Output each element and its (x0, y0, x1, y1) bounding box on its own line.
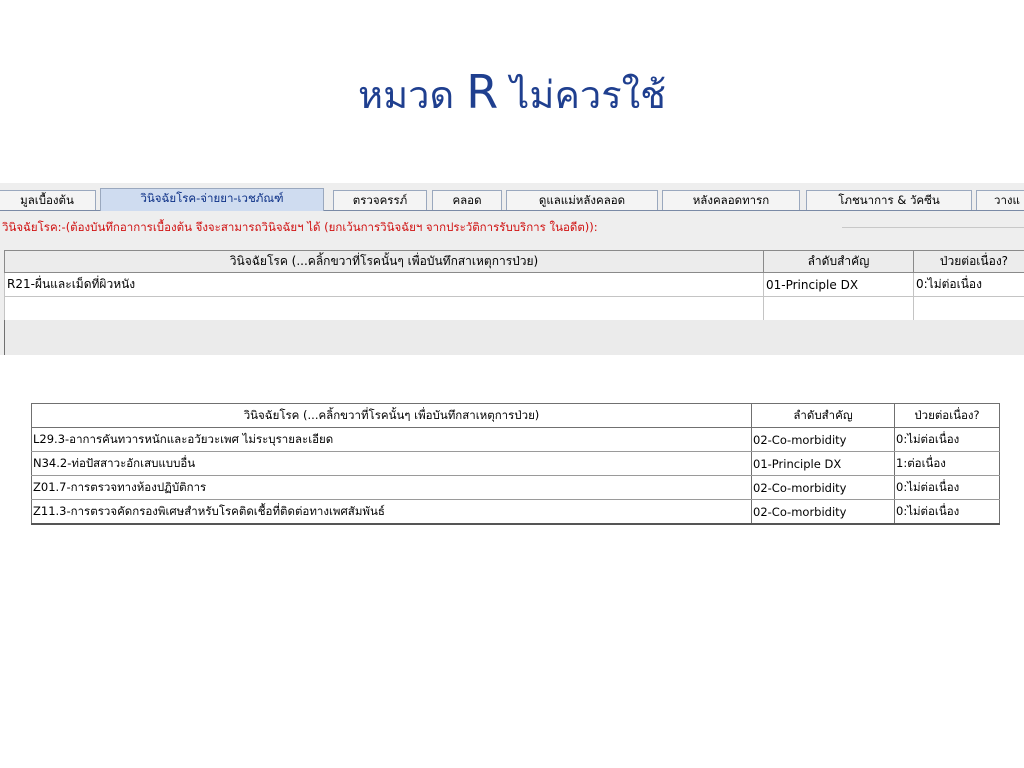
diagnosis-cell[interactable]: Z11.3-การตรวจคัดกรองพิเศษสำหรับโรคติดเชื้อที่ติดต่อทางเพศสัมพันธ์ (32, 500, 752, 525)
tab-prenatal-exam[interactable]: ตรวจครรภ์ (333, 190, 427, 210)
priority-cell[interactable]: 02-Co-morbidity (752, 476, 895, 500)
table-row[interactable] (32, 500, 1000, 525)
table-header-row (5, 251, 1024, 273)
tab-nutrition-vaccine[interactable]: โภชนาการ & วัคซีน (806, 190, 972, 210)
title-letter: R (466, 65, 499, 119)
diagnosis-caption: วินิจฉัยโรค:-(ต้องบันทึกอาการเบื้องต้น จึงจะสามารถวินิจฉัยฯ ได้ (ยกเว้นการวินิจฉัยฯ จากประวัติการรับบริการ ในอดีต)): (2, 220, 598, 234)
diagnosis-cell[interactable]: L29.3-อาการคันทวารหนักและอวัยวะเพศ ไม่ระบุรายละเอียด (32, 428, 752, 452)
diagnosis-cell[interactable]: N34.2-ท่อปัสสาวะอักเสบแบบอื่น (32, 452, 752, 476)
caption-divider (842, 227, 1024, 228)
table-header-row (32, 404, 1000, 428)
diagnosis-cell[interactable] (5, 297, 764, 321)
table-empty-area (4, 320, 1024, 355)
priority-cell[interactable] (764, 297, 914, 321)
priority-cell[interactable]: 01-Principle DX (752, 452, 895, 476)
tab-postpartum-infant[interactable]: หลังคลอดทารก (662, 190, 800, 210)
diagnosis-table-1 (4, 250, 1024, 321)
continuing-cell[interactable]: 0:ไม่ต่อเนื่อง (895, 500, 1000, 525)
column-header-diagnosis[interactable]: วินิจฉัยโรค (...คลิ้กขวาที่โรคนั้นๆ เพื่อบันทึกสาเหตุการป่วย) (32, 404, 752, 428)
priority-cell[interactable]: 01-Principle DX (764, 273, 914, 297)
column-header-continuing[interactable]: ป่วยต่อเนื่อง? (914, 251, 1024, 273)
tab-delivery[interactable]: คลอด (432, 190, 502, 210)
title-prefix: หมวด (358, 73, 455, 117)
tab-strip (0, 188, 1024, 211)
table-row[interactable] (5, 273, 1024, 297)
tab-planning[interactable]: วางแ (976, 190, 1024, 210)
continuing-cell[interactable] (914, 297, 1024, 321)
continuing-cell[interactable]: 1:ต่อเนื่อง (895, 452, 1000, 476)
column-header-priority[interactable]: ลำดับสำคัญ (764, 251, 914, 273)
diagnosis-screenshot-1 (0, 183, 1024, 355)
diagnosis-cell[interactable]: Z01.7-การตรวจทางห้องปฏิบัติการ (32, 476, 752, 500)
slide-title (0, 62, 1024, 125)
column-header-priority[interactable]: ลำดับสำคัญ (752, 404, 895, 428)
diagnosis-table-2 (31, 403, 1000, 525)
tab-basic-info[interactable]: มูลเบื้องต้น (0, 190, 96, 210)
column-header-diagnosis[interactable]: วินิจฉัยโรค (...คลิ้กขวาที่โรคนั้นๆ เพื่อบันทึกสาเหตุการป่วย) (5, 251, 764, 273)
column-header-continuing[interactable]: ป่วยต่อเนื่อง? (895, 404, 1000, 428)
table-row[interactable] (32, 452, 1000, 476)
tab-diagnosis-dispense[interactable]: วินิจฉัยโรค-จ่ายยา-เวชภัณฑ์ (100, 188, 324, 211)
tab-postpartum-mother[interactable]: ดูแลแม่หลังคลอด (506, 190, 658, 210)
table-row[interactable] (32, 476, 1000, 500)
continuing-cell[interactable]: 0:ไม่ต่อเนื่อง (895, 428, 1000, 452)
diagnosis-cell[interactable]: R21-ผื่นและเม็ดที่ผิวหนัง (5, 273, 764, 297)
continuing-cell[interactable]: 0:ไม่ต่อเนื่อง (895, 476, 1000, 500)
priority-cell[interactable]: 02-Co-morbidity (752, 428, 895, 452)
priority-cell[interactable]: 02-Co-morbidity (752, 500, 895, 525)
continuing-cell[interactable]: 0:ไม่ต่อเนื่อง (914, 273, 1024, 297)
title-suffix: ไม่ควรใช้ (510, 73, 666, 117)
table-row[interactable] (32, 428, 1000, 452)
table-row-empty[interactable] (5, 297, 1024, 321)
